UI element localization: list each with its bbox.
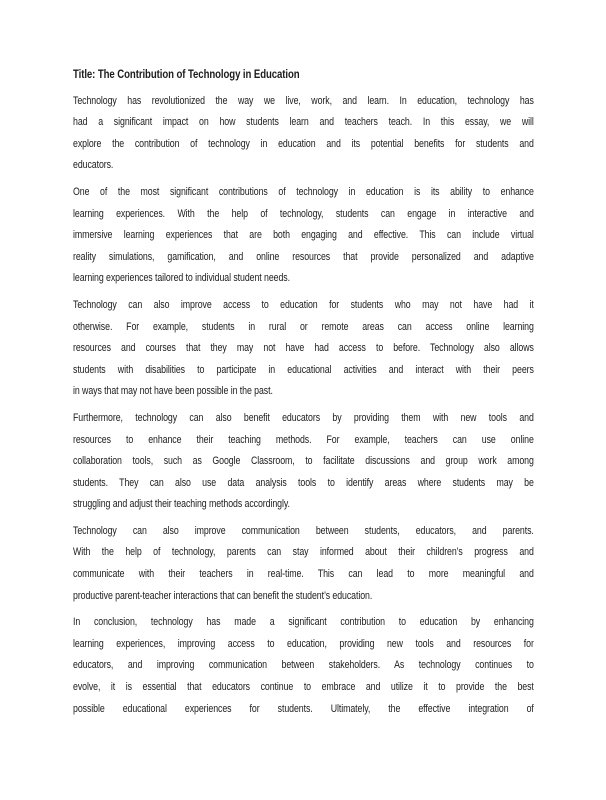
text-line: With the help of technology, parents can stay informed about their children’s progress and: [73, 546, 534, 559]
text-line: learning experiences tailored to individual student needs.: [73, 272, 290, 285]
text-line: communicate with their teachers in real-time. This can lead to more meaningful and: [73, 568, 534, 581]
text-line: learning experiences. With the help of technology, students can engage in interactive and: [73, 207, 534, 220]
paragraphs: [73, 91, 534, 721]
text-line: possible educational experiences for students. Ultimately, the effective integration of: [73, 702, 534, 715]
text-line: evolve, it is essential that educators continue to embrace and utilize it to provide the best: [73, 681, 534, 694]
text-line: resources to enhance their teaching methods. For example, teachers can use online: [73, 433, 534, 446]
paragraph: [73, 521, 534, 607]
paragraph: [73, 91, 534, 177]
page-title: Title: The Contribution of Technology in Education: [73, 67, 300, 81]
text-line: immersive learning experiences that are both engaging and effective. This can include virtual: [73, 229, 534, 242]
text-line: Furthermore, technology can also benefit educators by providing them with new tools and: [73, 411, 534, 424]
text-line: educators.: [73, 159, 114, 172]
text-line: otherwise. For example, students in rural or remote areas can access online learning: [73, 320, 534, 333]
text-line: struggling and adjust their teaching methods accordingly.: [73, 498, 290, 511]
text-line: productive parent-teacher interactions that can benefit the student’s education.: [73, 589, 373, 602]
text-line: collaboration tools, such as Google Classroom, to facilitate discussions and group work among: [73, 455, 534, 468]
text-line: students with disabilities to participate in educational activities and interact with their peers: [73, 363, 534, 376]
paragraph: [73, 612, 534, 720]
text-line: reality simulations, gamification, and online resources that provide personalized and adaptive: [73, 250, 534, 263]
text-line: resources and courses that they may not have had access to before. Technology also allows: [73, 342, 534, 355]
text-line: had a significant impact on how students learn and teachers teach. In this essay, we will: [73, 116, 534, 129]
text-line: Technology can also improve communication between students, educators, and parents.: [73, 524, 534, 537]
text-line: One of the most significant contributions of technology in education is its ability to enhance: [73, 185, 534, 198]
text-line: learning experiences, improving access to education, providing new tools and resources for: [73, 637, 534, 650]
text-line: explore the contribution of technology in education and its potential benefits for students and: [73, 137, 534, 150]
text-line: educators, and improving communication between stakeholders. As technology continues to: [73, 659, 534, 672]
paragraph: [73, 408, 534, 516]
paragraph: [73, 295, 534, 403]
text-line: In conclusion, technology has made a significant contribution to education by enhancing: [73, 616, 534, 629]
text-line: students. They can also use data analysis tools to identify areas where students may be: [73, 476, 534, 489]
text-line: in ways that may not have been possible in the past.: [73, 385, 273, 398]
text-line: Technology can also improve access to education for students who may not have had it: [73, 298, 534, 311]
paragraph: [73, 182, 534, 290]
text-line: Technology has revolutionized the way we live, work, and learn. In education, technology has: [73, 94, 534, 107]
document-body: [73, 64, 534, 725]
